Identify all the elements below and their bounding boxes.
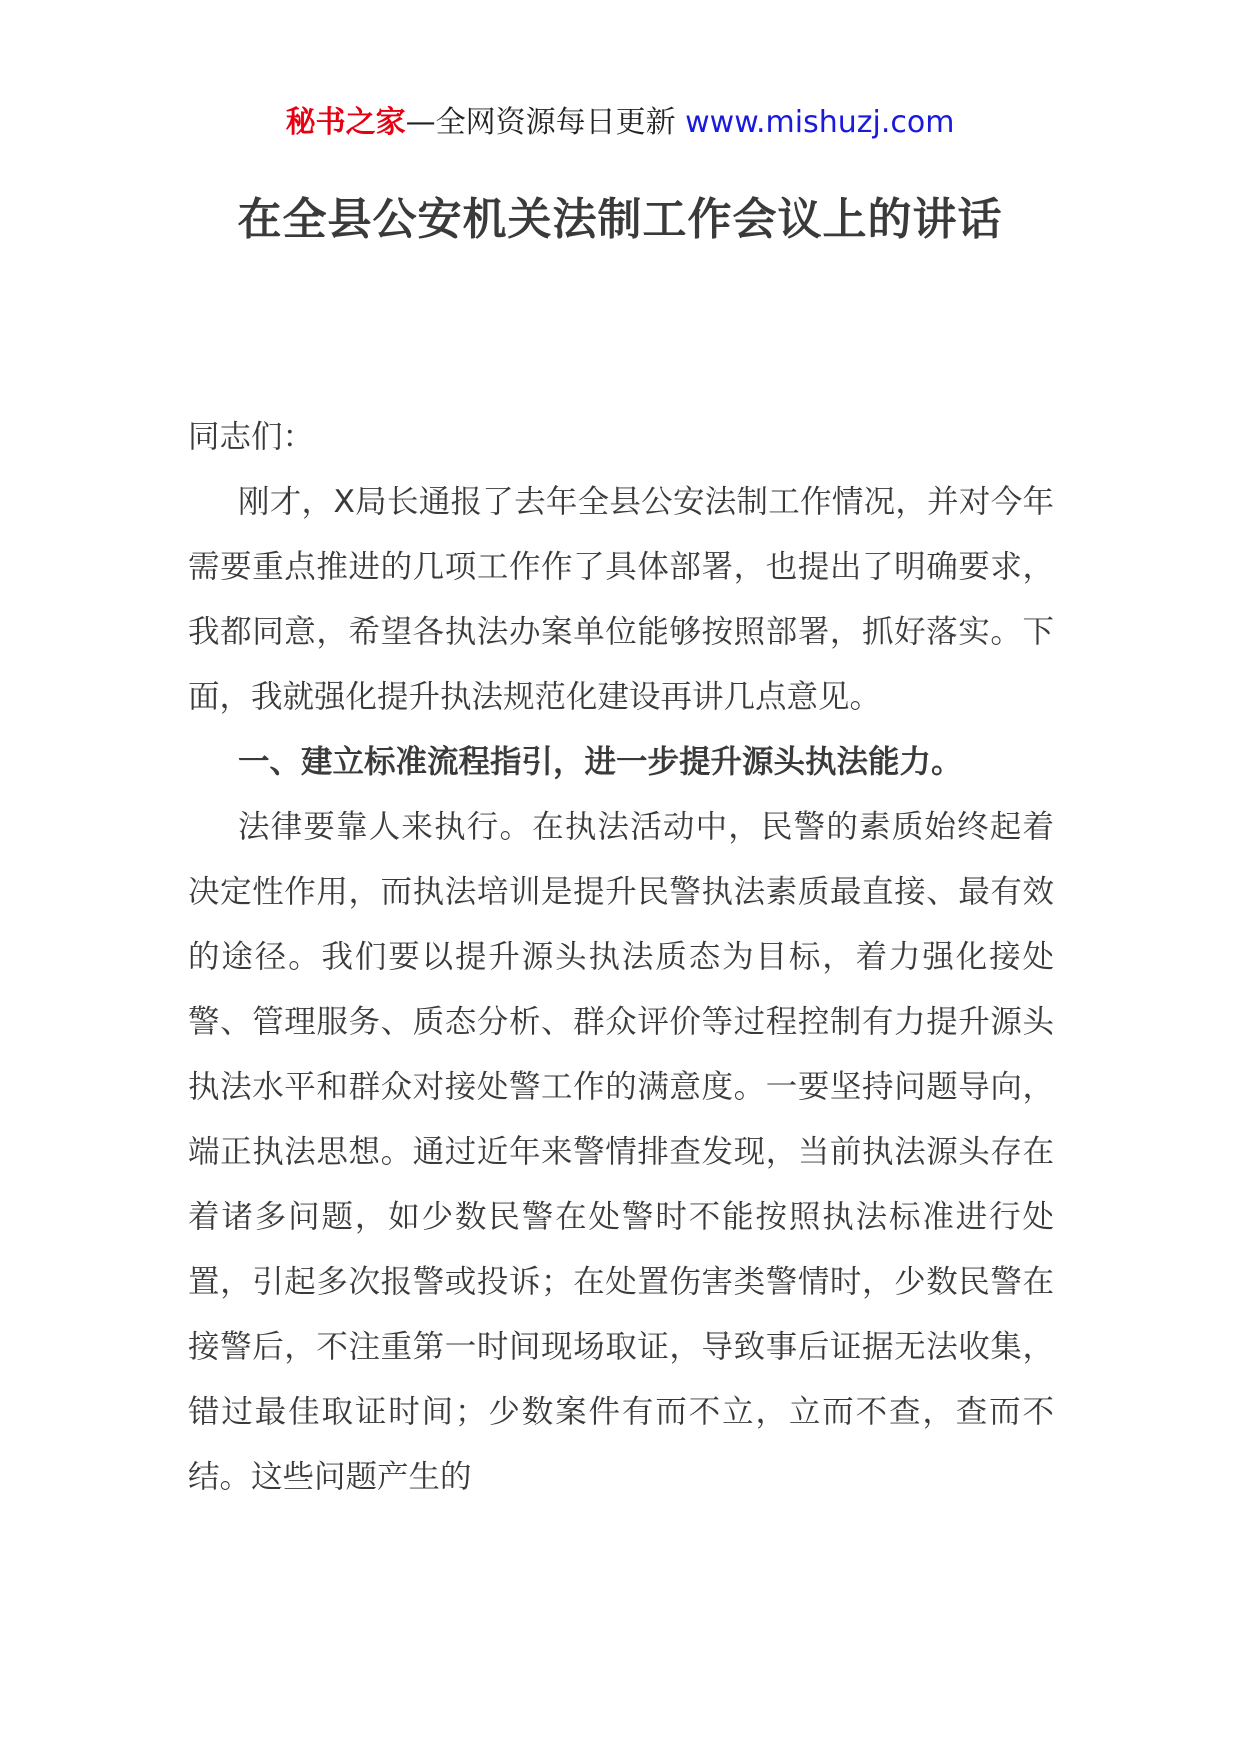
- section-heading-1: 一、建立标准流程指引，进一步提升源头执法能力。: [238, 744, 963, 780]
- document-title: 在全县公安机关法制工作会议上的讲话: [237, 194, 1003, 245]
- paragraph-section-1: 法律要靠人来执行。在执法活动中，民警的素质始终起着决定性作用，而执法培训是提升民警执法素质最直接、最有效的途径。我们要以提升源头执法质态为目标，着力强化接处警、管理服务、质态分析、群众评价等过程控制有力提升源头执法水平和群众对接处警工作的满意度。一要坚持问题导向，端正执法思想。通过近年来警情排查发现，当前执法源头存在着诸多问题，如少数民警在处警时不能按照执法标准进行处置，引起多次报警或投诉；在处置伤害类警情时，少数民警在接警后，不注重第一时间现场取证，导致事后证据无法收集，错过最佳取证时间；少数案件有而不立，立而不查，查而不结。这些问题产生的: [188, 809, 1054, 1495]
- paragraph-intro: 刚才，X局长通报了去年全县公安法制工作情况，并对今年需要重点推进的几项工作作了具体部署，也提出了明确要求，我都同意，希望各执法办案单位能够按照部署，抓好落实。下面，我就强化提升执法规范化建设再讲几点意见。: [188, 484, 1054, 715]
- site-header: [0, 101, 1240, 145]
- site-url[interactable]: www.mishuzj.com: [685, 105, 955, 140]
- site-tagline: —全网资源每日更新: [405, 105, 686, 140]
- site-brand: 秘书之家: [285, 105, 406, 140]
- document-body: [188, 405, 1054, 1510]
- salutation: 同志们：: [188, 419, 315, 455]
